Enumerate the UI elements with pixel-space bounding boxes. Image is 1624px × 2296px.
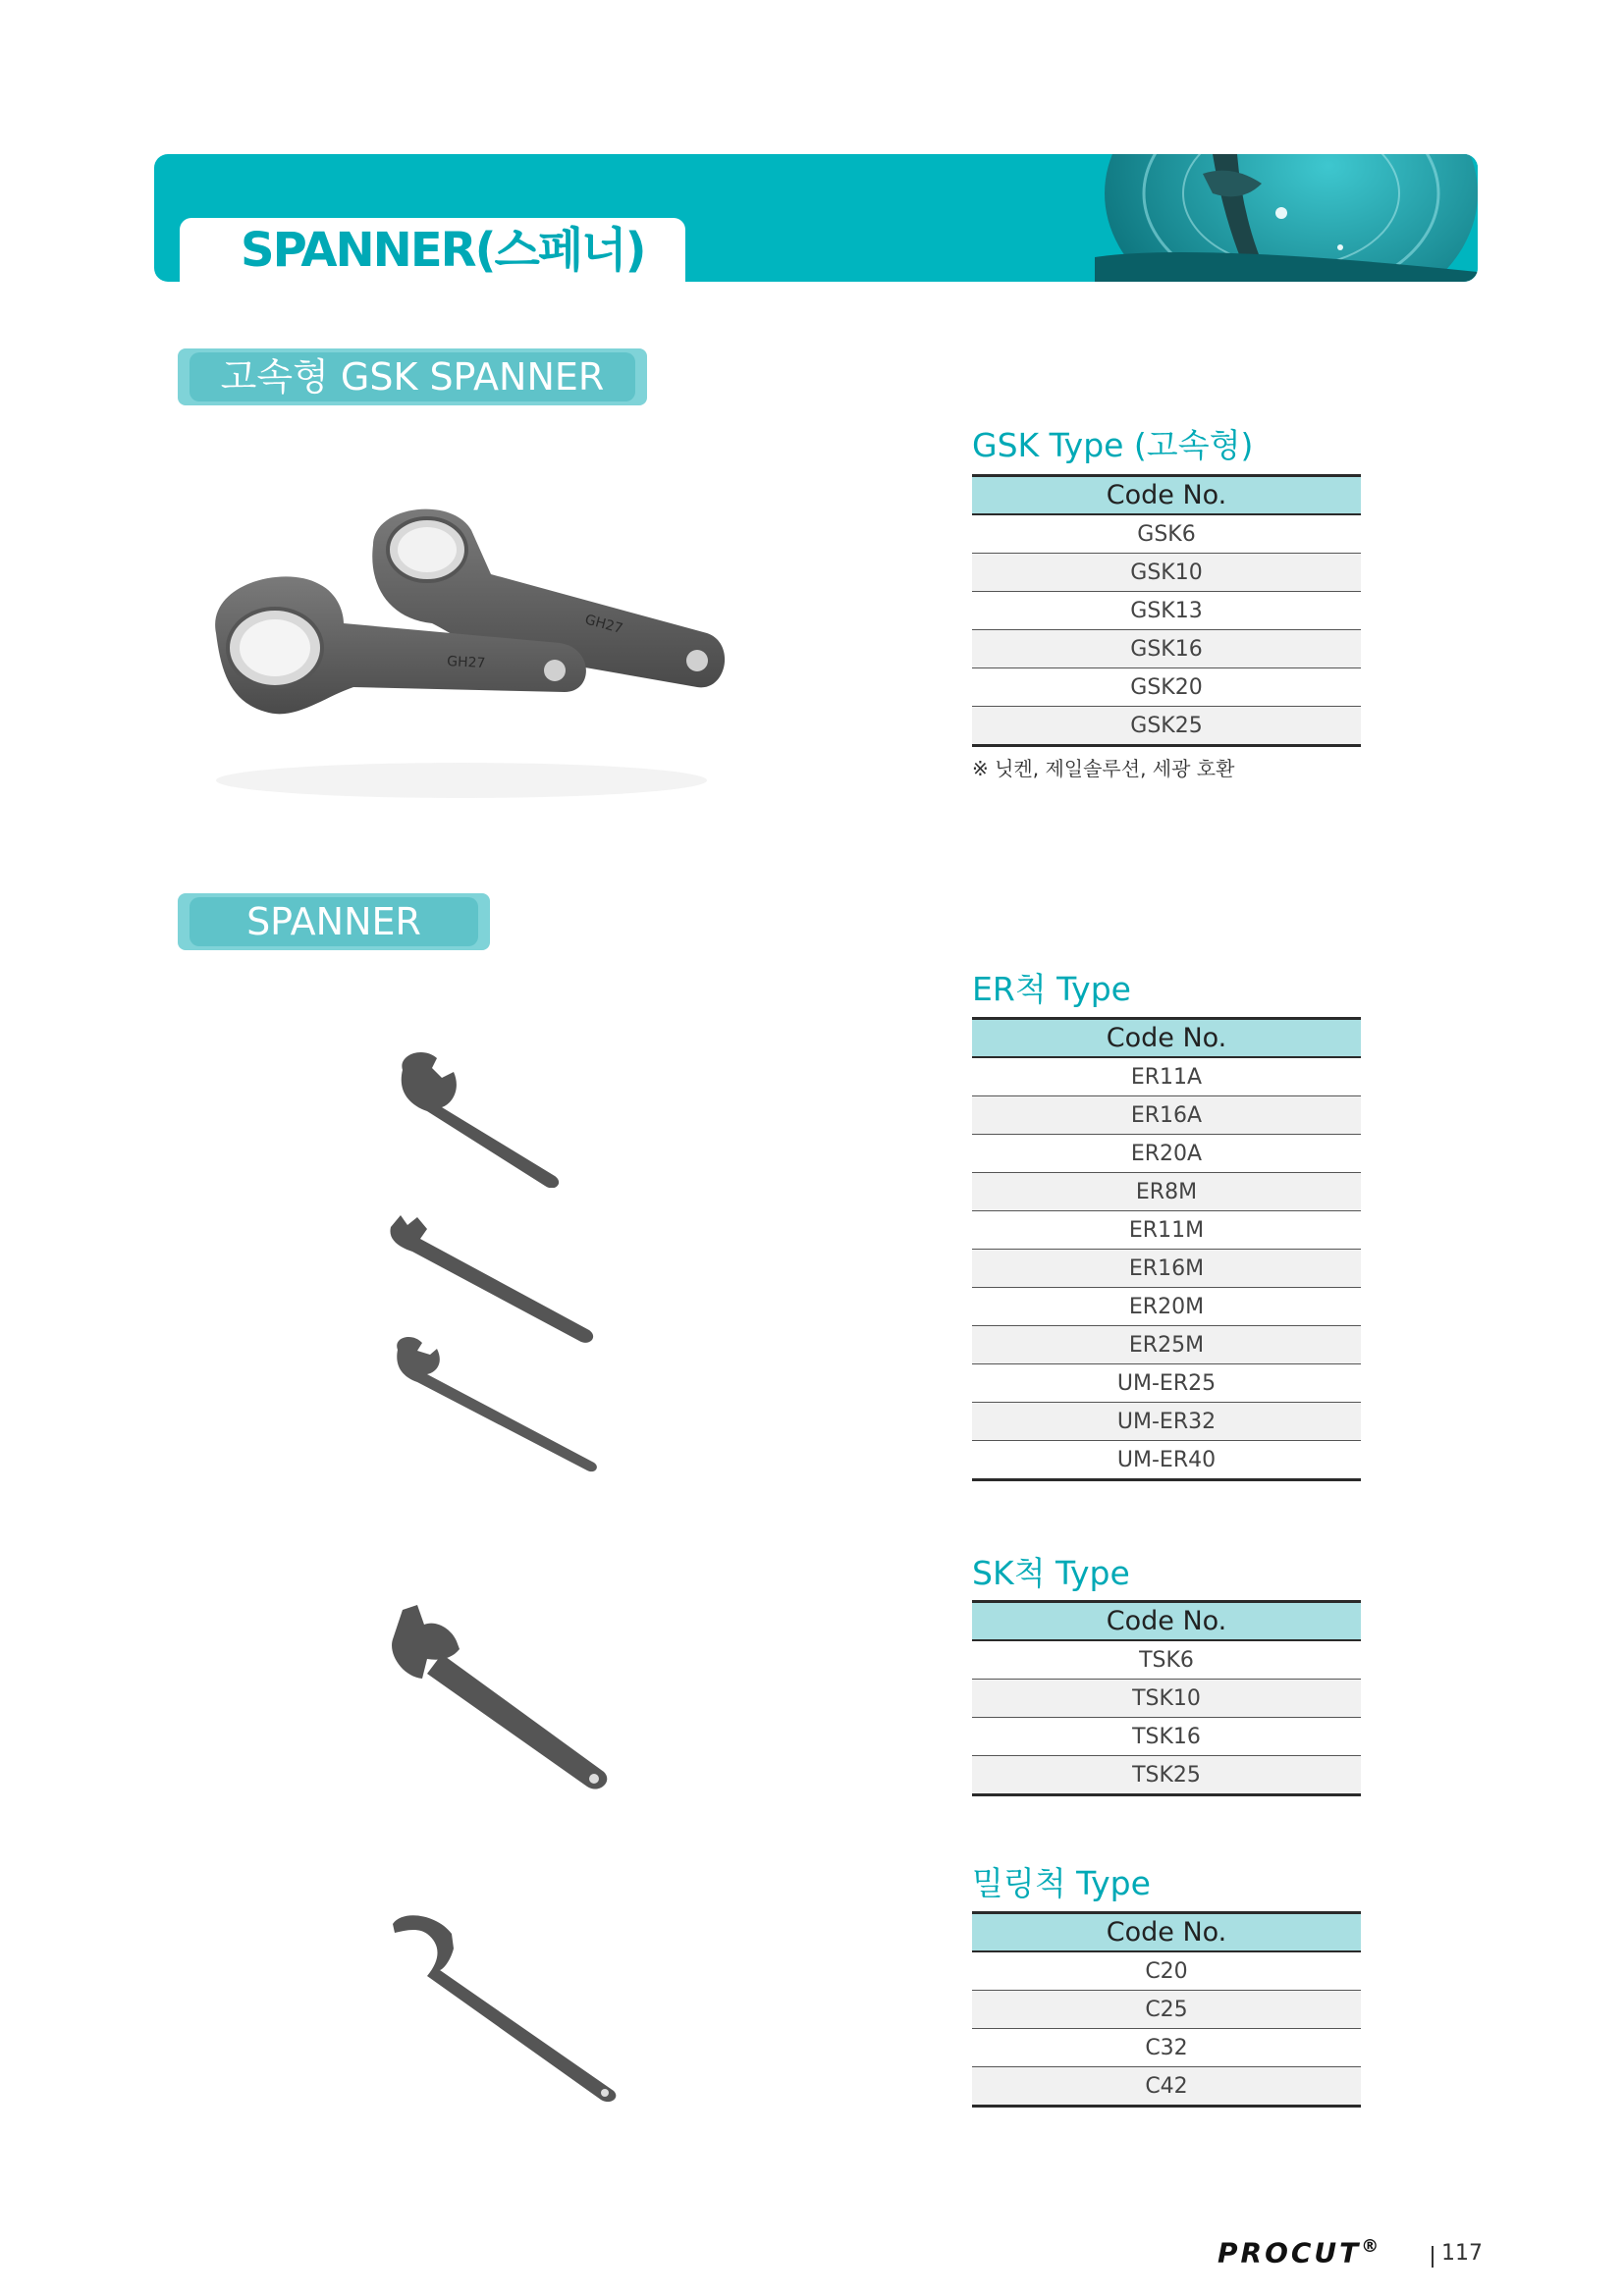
- gsk-table-header: Code No.: [972, 476, 1361, 515]
- section-label-spanner-text: SPANNER: [246, 900, 421, 943]
- sk-table-title: SK척 Type: [972, 1554, 1130, 1592]
- table-row: [972, 1640, 1361, 1680]
- sk-code-table: [972, 1600, 1361, 1796]
- table-row: [972, 1718, 1361, 1756]
- table-cell: TSK6: [972, 1640, 1361, 1680]
- table-cell: ER11A: [972, 1057, 1361, 1096]
- table-cell: C42: [972, 2067, 1361, 2107]
- table-cell: UM-ER40: [972, 1441, 1361, 1480]
- table-row: [972, 1288, 1361, 1326]
- table-row: [972, 514, 1361, 554]
- registered-mark: ®: [1361, 2236, 1380, 2257]
- page-number: 117: [1441, 2241, 1483, 2266]
- table-cell: TSK16: [972, 1718, 1361, 1756]
- table-row: [972, 1403, 1361, 1441]
- milling-table-header: Code No.: [972, 1913, 1361, 1952]
- milling-table-title: 밀링척 Type: [972, 1864, 1151, 1902]
- gsk-stamp-back: GH27: [582, 612, 624, 638]
- table-cell: UM-ER25: [972, 1364, 1361, 1403]
- table-cell: ER20M: [972, 1288, 1361, 1326]
- banner-photo: [1095, 154, 1478, 282]
- table-row: [972, 1756, 1361, 1795]
- table-cell: TSK10: [972, 1680, 1361, 1718]
- table-row: [972, 1991, 1361, 2029]
- table-row: [972, 2067, 1361, 2107]
- table-cell: ER11M: [972, 1211, 1361, 1250]
- er-spanner-image-1: [383, 1050, 619, 1188]
- footer-divider: [1432, 2246, 1434, 2268]
- table-cell: C32: [972, 2029, 1361, 2067]
- section-label-spanner: [178, 893, 490, 950]
- table-cell: GSK13: [972, 592, 1361, 630]
- table-cell: ER8M: [972, 1173, 1361, 1211]
- table-cell: GSK20: [972, 668, 1361, 707]
- table-cell: UM-ER32: [972, 1403, 1361, 1441]
- table-cell: ER16A: [972, 1096, 1361, 1135]
- table-cell: ER25M: [972, 1326, 1361, 1364]
- gsk-stamp-front: GH27: [446, 654, 486, 672]
- gsk-code-table: [972, 474, 1361, 747]
- gsk-spanner-image: [206, 486, 736, 810]
- table-cell: GSK10: [972, 554, 1361, 592]
- table-row: [972, 630, 1361, 668]
- table-row: [972, 707, 1361, 746]
- er-spanner-image-2: [383, 1207, 619, 1345]
- table-row: [972, 554, 1361, 592]
- table-row: [972, 1173, 1361, 1211]
- table-row: [972, 668, 1361, 707]
- table-row: [972, 1057, 1361, 1096]
- sk-table-header: Code No.: [972, 1602, 1361, 1641]
- brand-logo: [1218, 2236, 1379, 2269]
- er-spanner-image-3: [383, 1335, 619, 1472]
- table-cell: GSK6: [972, 514, 1361, 554]
- page-title: SPANNER(스페너): [241, 223, 645, 278]
- table-row: [972, 592, 1361, 630]
- table-row: [972, 1250, 1361, 1288]
- table-row: [972, 1680, 1361, 1718]
- table-row: [972, 1211, 1361, 1250]
- milling-code-table: [972, 1911, 1361, 2108]
- er-code-table: [972, 1017, 1361, 1481]
- brand-name: PROCUT: [1218, 2236, 1362, 2269]
- table-row: [972, 1326, 1361, 1364]
- table-cell: GSK25: [972, 707, 1361, 746]
- table-cell: GSK16: [972, 630, 1361, 668]
- gsk-table-title: GSK Type (고속형): [972, 426, 1254, 464]
- sk-spanner-image: [383, 1600, 619, 1796]
- er-table-header: Code No.: [972, 1019, 1361, 1058]
- table-row: [972, 1441, 1361, 1480]
- er-table-title: ER척 Type: [972, 970, 1131, 1008]
- section-label-gsk: [178, 348, 647, 405]
- table-cell: ER16M: [972, 1250, 1361, 1288]
- table-cell: C20: [972, 1951, 1361, 1991]
- gsk-compat-note: ※ 닛켄, 제일솔루션, 세광 호환: [972, 757, 1235, 780]
- table-row: [972, 1364, 1361, 1403]
- section-label-gsk-text: 고속형 GSK SPANNER: [220, 355, 605, 399]
- table-row: [972, 1951, 1361, 1991]
- table-row: [972, 2029, 1361, 2067]
- table-cell: ER20A: [972, 1135, 1361, 1173]
- milling-spanner-image: [383, 1909, 628, 2106]
- table-row: [972, 1135, 1361, 1173]
- table-row: [972, 1096, 1361, 1135]
- table-cell: C25: [972, 1991, 1361, 2029]
- table-cell: TSK25: [972, 1756, 1361, 1795]
